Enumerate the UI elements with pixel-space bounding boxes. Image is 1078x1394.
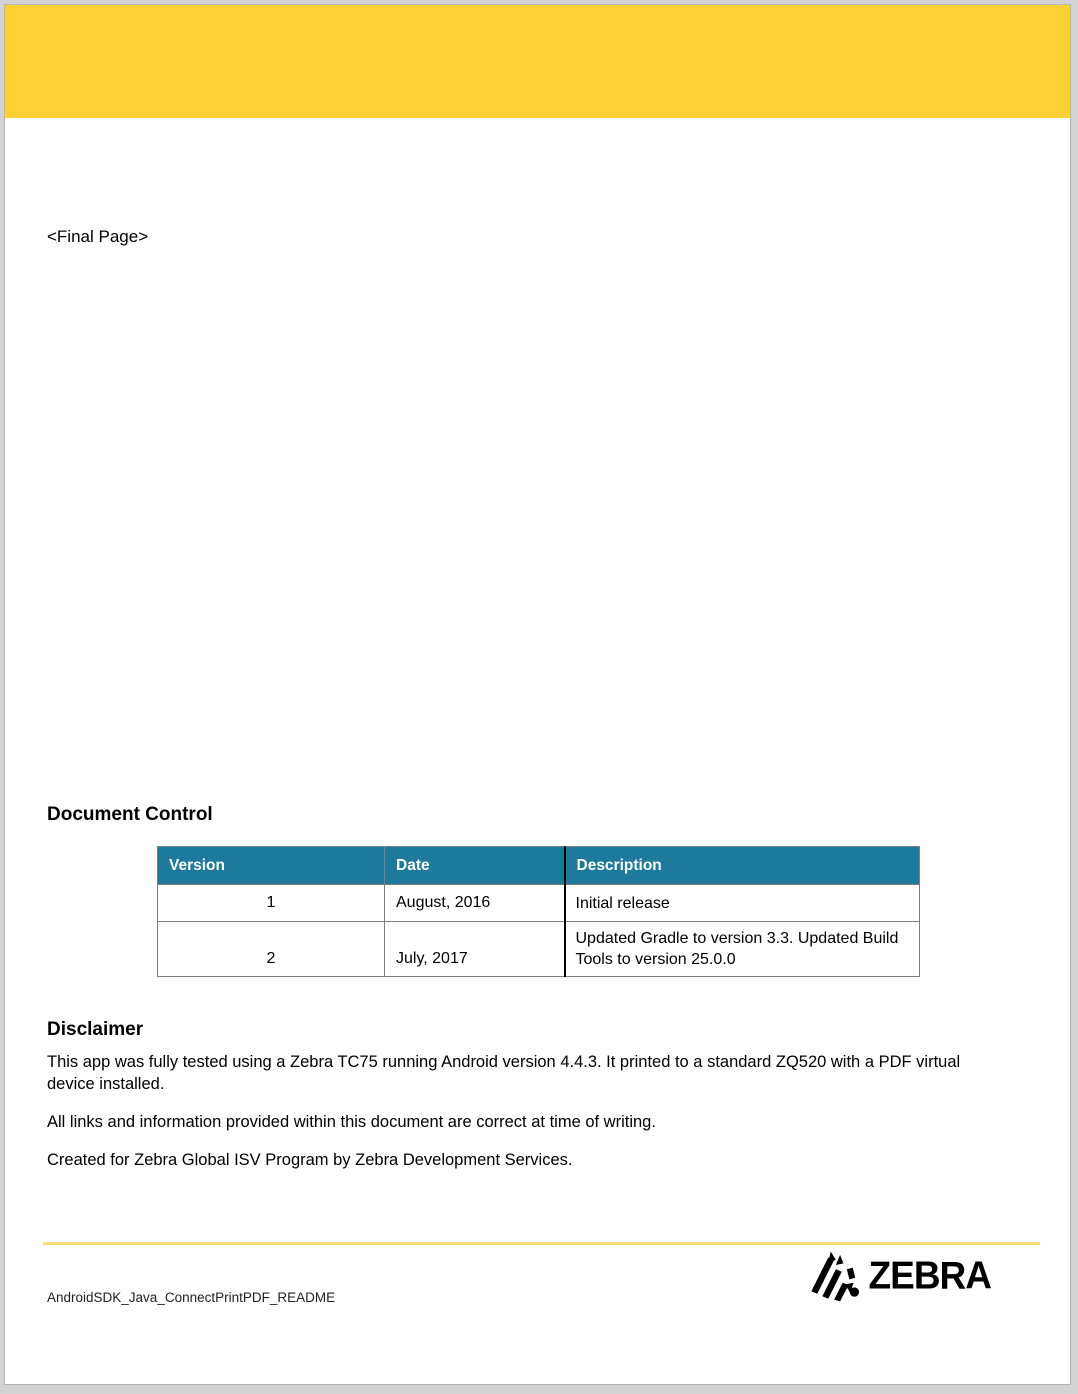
table-header-date: Date bbox=[385, 847, 565, 885]
disclaimer-paragraph: All links and information provided within this document are correct at time of writing. bbox=[47, 1113, 656, 1131]
disclaimer-paragraph: Created for Zebra Global ISV Program by Zebra Development Services. bbox=[47, 1151, 573, 1169]
header-band bbox=[5, 5, 1070, 118]
disclaimer-paragraph: This app was fully tested using a Zebra TC75 running Android version 4.4.3. It printed to a standard ZQ520 with a PDF virtual device installed. bbox=[47, 1053, 961, 1093]
document-page bbox=[4, 4, 1071, 1385]
table-row bbox=[158, 885, 920, 922]
footer-filename: AndroidSDK_Java_ConnectPrintPDF_README bbox=[47, 1290, 336, 1305]
cell-version: 2 bbox=[158, 922, 385, 977]
cell-date: August, 2016 bbox=[385, 885, 565, 922]
zebra-head-icon bbox=[808, 1247, 862, 1305]
document-control-heading: Document Control bbox=[47, 804, 213, 825]
table-header-row bbox=[158, 847, 920, 885]
document-control-table bbox=[157, 846, 920, 977]
document-control-table-wrap bbox=[157, 846, 919, 977]
zebra-wordmark: ZEBRA bbox=[868, 1253, 991, 1297]
table-header-version: Version bbox=[158, 847, 385, 885]
zebra-logo bbox=[808, 1245, 991, 1307]
table-header-description: Description bbox=[565, 847, 920, 885]
cell-description: Initial release bbox=[565, 885, 920, 922]
cell-date: July, 2017 bbox=[385, 922, 565, 977]
table-row bbox=[158, 922, 920, 977]
cell-description: Updated Gradle to version 3.3. Updated Build Tools to version 25.0.0 bbox=[565, 922, 920, 977]
disclaimer-heading: Disclaimer bbox=[47, 1019, 144, 1040]
cell-version: 1 bbox=[158, 885, 385, 922]
final-page-label: <Final Page> bbox=[47, 227, 149, 246]
disclaimer-paragraphs bbox=[47, 1051, 997, 1187]
